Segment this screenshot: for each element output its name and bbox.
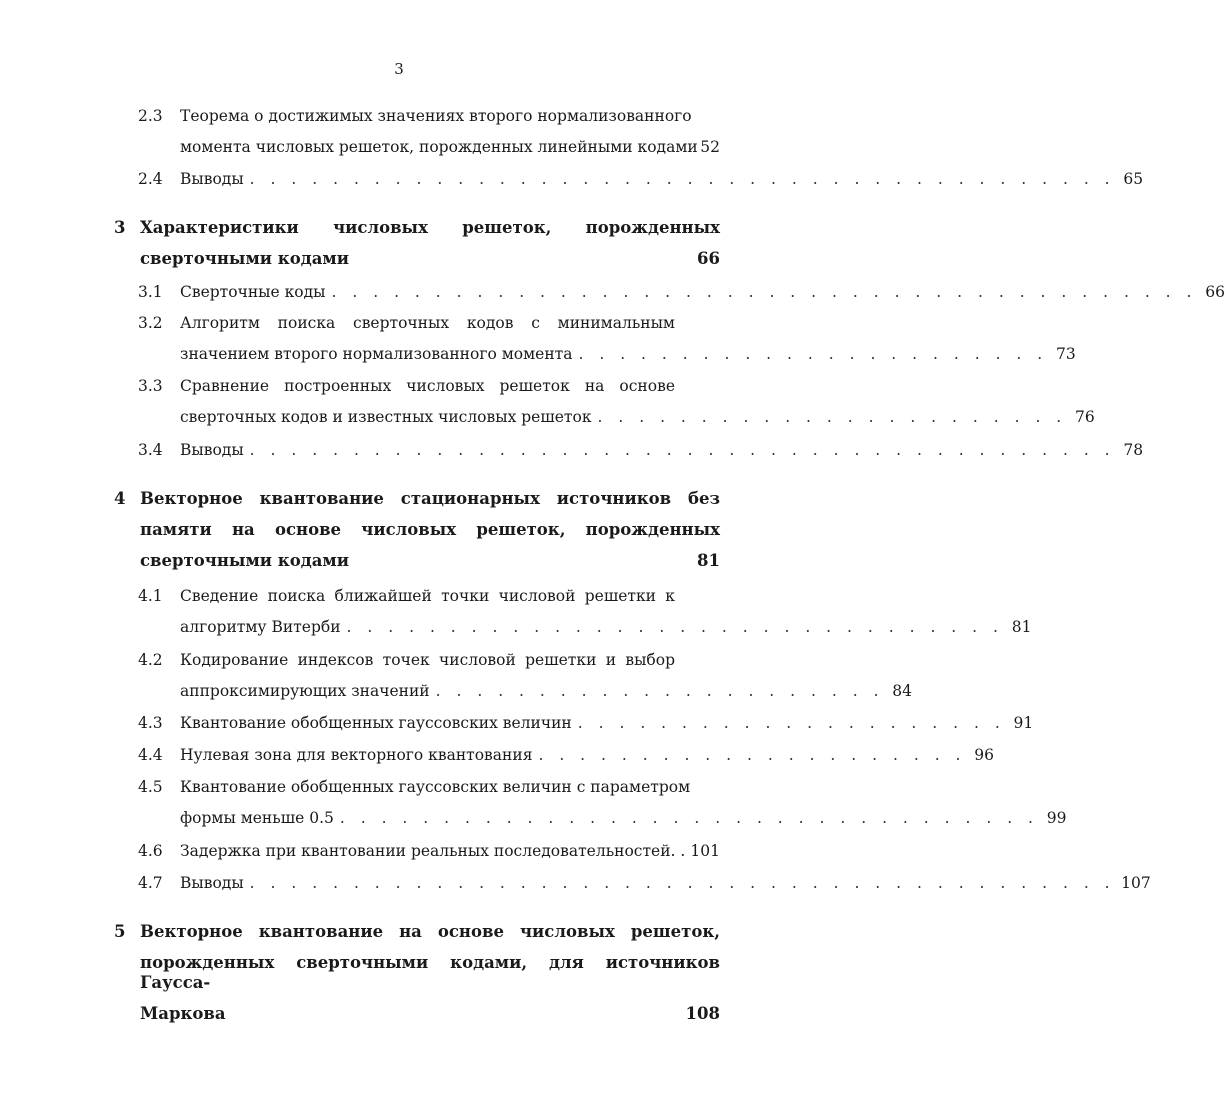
page-ref: 107 [1121, 874, 1151, 892]
page-ref: 73 [1055, 345, 1076, 363]
chapter-title-line: Характеристики числовых решеток, порожденных [140, 218, 720, 237]
page-ref: 65 [1123, 170, 1144, 188]
page-ref: 99 [1046, 809, 1067, 827]
page-ref: 91 [1013, 714, 1034, 732]
entry-title-line: Сравнение построенных числовых решеток на основе [180, 377, 675, 395]
toc-chapter-4[interactable] [114, 489, 720, 571]
section-number: 3.4 [138, 441, 163, 459]
entry-title-line: сверточных кодов и известных числовых решеток [180, 408, 592, 426]
entry-title-line: момента числовых решеток, порожденных линейными кодами 52 [180, 138, 720, 156]
entry-title-line: формы меньше 0.5 [180, 809, 334, 827]
page-ref: 81 [1011, 618, 1032, 636]
dot-leader: . . . . . . . . . . . . . . . . . . . . . . . . . . . . . . . . . . . . . . . . . . [249, 170, 1116, 188]
entry-title: Выводы [180, 874, 244, 892]
chapter-title-line: Маркова [140, 1004, 226, 1023]
entry-title-line: Алгоритм поиска сверточных кодов с минимальным [180, 314, 675, 332]
dot-leader: . . . . . . . . . . . . . . . . . . . . . . . . . . . . . . . . . . . . . . . . . . [331, 283, 1197, 301]
section-number: 4.4 [138, 746, 163, 764]
entry-title: Выводы [180, 441, 244, 459]
toc-entry-3-3[interactable] [138, 376, 1095, 427]
dot-leader: . . . . . . . . . . . . . . . . . . . . . . . . . . . . . . . . . . [339, 809, 1039, 827]
page-ref: 76 [1075, 408, 1095, 426]
dot-leader: . . . . . . . . . . . . . . . . . . . . . . [435, 682, 885, 700]
page-ref: 66 [697, 249, 720, 268]
toc-entry-3-4[interactable] [138, 440, 1144, 460]
section-number: 4.1 [138, 587, 163, 605]
entry-title: Сверточные коды [180, 283, 326, 301]
page-ref: 78 [1123, 441, 1144, 459]
section-number: 2.3 [138, 107, 163, 125]
toc-entry-4-3[interactable] [138, 713, 1034, 733]
page-number: 3 [394, 60, 404, 78]
toc-entry-3-2[interactable] [138, 313, 1076, 364]
toc-chapter-5[interactable] [114, 922, 720, 1024]
entry-title: Нулевая зона для векторного квантования [180, 746, 533, 764]
entry-title-line: Кодирование индексов точек числовой решетки и выбор [180, 651, 675, 669]
chapter-title-line: порожденных сверточными кодами, для источников Гаусса- [140, 953, 720, 992]
dot-leader: . . . . . . . . . . . . . . . . . . . . . . . [597, 408, 1067, 426]
chapter-title-line: Векторное квантование стационарных источников без [140, 489, 720, 508]
toc-chapter-3[interactable] [114, 218, 720, 269]
toc-entry-4-6[interactable] [138, 841, 720, 861]
chapter-number: 3 [114, 218, 126, 237]
section-number: 4.5 [138, 778, 163, 796]
entry-title: Выводы [180, 170, 244, 188]
section-number: 3.1 [138, 283, 163, 301]
page-ref: 81 [697, 551, 720, 570]
toc-entry-2-3[interactable] [138, 106, 720, 157]
page-ref: 52 [700, 138, 720, 156]
chapter-title-line: сверточными кодами [140, 551, 349, 570]
section-number: 4.7 [138, 874, 163, 892]
entry-title-line: аппроксимирующих значений [180, 682, 430, 700]
entry-title-line: Теорема о достижимых значениях второго нормализованного [180, 107, 692, 125]
toc-entry-4-2[interactable] [138, 650, 913, 701]
entry-title-line: алгоритму Витерби [180, 618, 341, 636]
section-number: 4.2 [138, 651, 163, 669]
dot-leader: . . . . . . . . . . . . . . . . . . . . . . . [578, 345, 1048, 363]
section-number: 2.4 [138, 170, 163, 188]
chapter-title-line: Векторное квантование на основе числовых решеток, [140, 922, 720, 941]
entry-title-line: Квантование обобщенных гауссовских величин с параметром [180, 778, 691, 796]
page-ref: 66 [1205, 283, 1225, 301]
toc-entry-3-1[interactable] [138, 282, 1225, 302]
chapter-title-line: сверточными кодами [140, 249, 349, 268]
toc-entry-4-5[interactable] [138, 777, 1067, 828]
dot-leader: . . . . . . . . . . . . . . . . . . . . . . . . . . . . . . . . . . . . . . . . . . [249, 441, 1116, 459]
page-ref: 96 [974, 746, 994, 764]
entry-title-line: значением второго нормализованного момента [180, 345, 573, 363]
entry-title: Задержка при квантовании реальных последовательностей. . [180, 842, 686, 860]
page-ref: 84 [892, 682, 913, 700]
toc-entry-4-7[interactable] [138, 873, 1151, 893]
section-number: 3.2 [138, 314, 163, 332]
page-ref: 101 [690, 842, 720, 860]
entry-title-line: Сведение поиска ближайшей точки числовой решетки к [180, 587, 675, 605]
chapter-number: 4 [114, 489, 126, 508]
chapter-number: 5 [114, 922, 126, 941]
section-number: 3.3 [138, 377, 163, 395]
chapter-title-line: памяти на основе числовых решеток, порожденных [140, 520, 720, 539]
toc-entry-4-1[interactable] [138, 586, 1032, 637]
page-ref: 108 [685, 1004, 720, 1023]
dot-leader: . . . . . . . . . . . . . . . . . . . . . [577, 714, 1006, 732]
section-number: 4.6 [138, 842, 163, 860]
entry-title: Квантование обобщенных гауссовских величин [180, 714, 572, 732]
dot-leader: . . . . . . . . . . . . . . . . . . . . . [538, 746, 966, 764]
toc-entry-2-4[interactable] [138, 169, 1144, 189]
toc-entry-4-4[interactable] [138, 745, 994, 765]
section-number: 4.3 [138, 714, 163, 732]
dot-leader: . . . . . . . . . . . . . . . . . . . . . . . . . . . . . . . . . . . . . . . . . . [249, 874, 1116, 892]
dot-leader: . . . . . . . . . . . . . . . . . . . . . . . . . . . . . . . . [346, 618, 1004, 636]
